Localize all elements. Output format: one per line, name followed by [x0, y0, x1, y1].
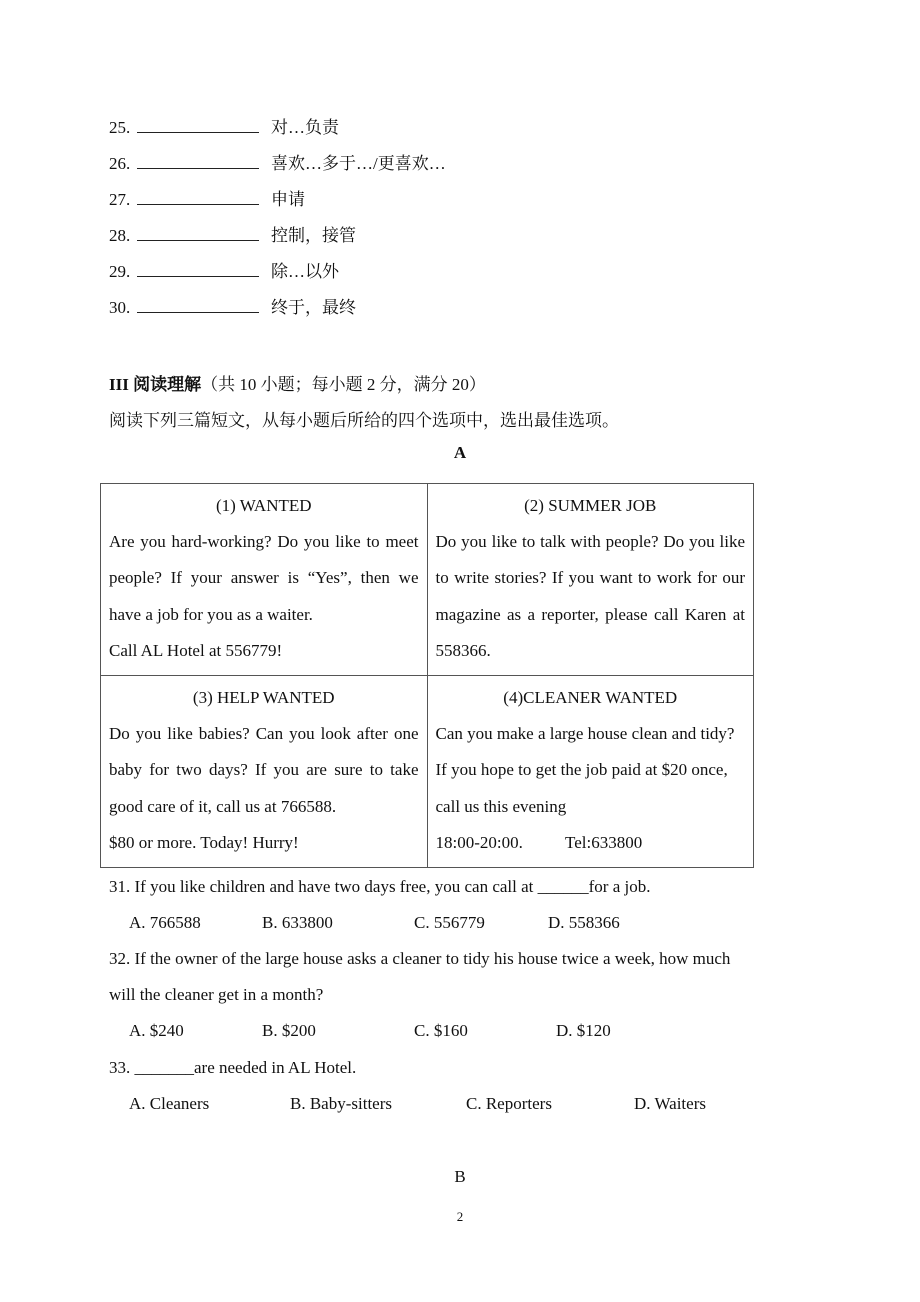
- option-b[interactable]: B. 633800: [262, 913, 333, 932]
- ad-title: (1) WANTED: [215, 496, 312, 515]
- item-number: 25.: [109, 118, 131, 137]
- ad-body: Can you make a large house clean and tidy? If you hope to get the job paid at $20 once, call us this evening: [435, 724, 735, 816]
- answer-blank[interactable]: [137, 188, 259, 205]
- section-note: （共 10 小题；每小题 2 分，满分 20）: [201, 375, 486, 394]
- ad-cell: [101, 676, 428, 868]
- option-d[interactable]: D. $120: [556, 1021, 611, 1040]
- answer-blank[interactable]: [137, 296, 259, 313]
- question-stem: 33. _______are needed in AL Hotel.: [109, 1058, 357, 1077]
- vocab-item: [109, 260, 339, 284]
- answer-blank[interactable]: [137, 152, 259, 169]
- ad-body: Do you like to talk with people? Do you like to write stories? If you want to work for our magazine as a reporter, please call Karen at 558366.: [435, 532, 745, 660]
- vocab-item: [109, 152, 446, 176]
- item-number: 28.: [109, 226, 131, 245]
- section-instruction: 阅读下列三篇短文，从每小题后所给的四个选项中，选出最佳选项。: [109, 411, 619, 430]
- option-d[interactable]: D. 558366: [548, 913, 620, 932]
- item-number: 27.: [109, 190, 131, 209]
- option-c[interactable]: C. $160: [414, 1021, 468, 1040]
- option-a[interactable]: A. Cleaners: [129, 1094, 210, 1113]
- option-a[interactable]: A. $240: [129, 1021, 184, 1040]
- section-heading: [109, 370, 486, 395]
- item-meaning: 喜欢…多于…/更喜欢…: [271, 154, 446, 173]
- question-stem: 31. If you like children and have two days free, you can call at ______for a job.: [109, 877, 651, 896]
- ad-body: Do you like babies? Can you look after one baby for two days? If you are sure to take good care of it, call us at 766588.: [109, 724, 419, 816]
- option-b[interactable]: B. Baby-sitters: [290, 1094, 392, 1113]
- ads-table: [100, 483, 754, 868]
- vocab-item: [109, 116, 339, 140]
- ad-title: (2) SUMMER JOB: [524, 496, 657, 515]
- ad-contact: 18:00-20:00. Tel:633800: [435, 832, 643, 852]
- ad-cell: [427, 676, 754, 868]
- question-stem-continued: will the cleaner get in a month?: [109, 985, 324, 1004]
- item-number: 29.: [109, 262, 131, 281]
- option-b[interactable]: B. $200: [262, 1021, 316, 1040]
- item-meaning: 申请: [271, 190, 305, 209]
- ad-cell: [427, 484, 754, 676]
- item-meaning: 除…以外: [271, 262, 339, 281]
- vocab-item: [109, 188, 305, 212]
- section-roman: III: [109, 375, 129, 394]
- option-d[interactable]: D. Waiters: [634, 1094, 706, 1113]
- answer-blank[interactable]: [137, 116, 259, 133]
- vocab-item: [109, 296, 356, 320]
- option-c[interactable]: C. Reporters: [466, 1094, 552, 1113]
- ad-title: (4)CLEANER WANTED: [503, 688, 678, 708]
- item-number: 30.: [109, 298, 131, 317]
- item-number: 26.: [109, 154, 131, 173]
- option-c[interactable]: C. 556779: [414, 913, 485, 932]
- item-meaning: 对…负责: [271, 118, 339, 137]
- question-stem: 32. If the owner of the large house asks a cleaner to tidy his house twice a week, how much: [109, 949, 731, 968]
- answer-blank[interactable]: [137, 224, 259, 241]
- ad-cell: [101, 484, 428, 676]
- passage-label-b: B: [454, 1167, 466, 1186]
- passage-label-a: A: [453, 443, 467, 462]
- section-title: 阅读理解: [133, 375, 202, 394]
- item-meaning: 终于，最终: [271, 298, 356, 317]
- page-number: 2: [456, 1209, 464, 1224]
- ad-body: Are you hard-working? Do you like to meet people? If your answer is “Yes”, then we have a job for you as a waiter.: [109, 532, 419, 624]
- answer-blank[interactable]: [137, 260, 259, 277]
- ad-title: (3) HELP WANTED: [192, 688, 335, 708]
- vocab-item: [109, 224, 356, 248]
- item-meaning: 控制，接管: [271, 226, 356, 245]
- option-a[interactable]: A. 766588: [129, 913, 201, 932]
- ad-contact: Call AL Hotel at 556779!: [109, 640, 283, 660]
- ad-contact: $80 or more. Today! Hurry!: [109, 832, 299, 852]
